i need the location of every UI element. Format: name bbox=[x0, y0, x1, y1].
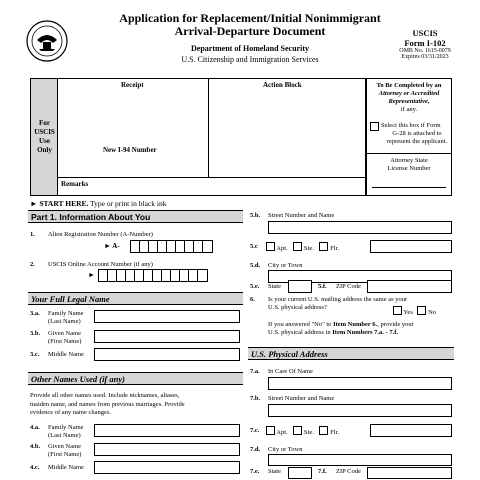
other-family-name-input[interactable] bbox=[94, 424, 240, 437]
new-i94-label: New I-94 Number bbox=[103, 146, 157, 154]
q6-note-line-2 bbox=[268, 329, 458, 337]
mailing-street-input[interactable] bbox=[268, 221, 452, 234]
form-number: Form I-102 bbox=[404, 38, 446, 48]
q3a-label bbox=[48, 310, 84, 325]
mailing-flr-label: Flr. bbox=[330, 245, 339, 252]
part1-header bbox=[28, 210, 243, 223]
given-name-input[interactable] bbox=[94, 330, 240, 343]
other-names-line-3: evidence of any name changes. bbox=[30, 409, 112, 416]
q7f-label: ZIP Code bbox=[336, 468, 361, 475]
form-title bbox=[100, 12, 400, 38]
license-label bbox=[367, 157, 451, 173]
q7e-number: 7.e. bbox=[250, 468, 260, 475]
physical-street-input[interactable] bbox=[268, 404, 452, 417]
q2-number: 2. bbox=[30, 261, 35, 268]
g28-label-1: Select this box if Form bbox=[381, 122, 441, 129]
q6-note-1b: Item Number 6. bbox=[333, 321, 378, 328]
mailing-ste-checkbox[interactable] bbox=[293, 242, 302, 251]
uscis-use-label bbox=[31, 119, 58, 155]
a-number-input[interactable] bbox=[130, 240, 213, 253]
mailing-zip-input[interactable] bbox=[367, 280, 452, 293]
physical-apt-label: Apt. bbox=[276, 429, 288, 436]
agency-name: U.S. Citizenship and Immigration Services bbox=[181, 55, 319, 64]
q6-label-1: Is your current U.S. mailing address the same as your bbox=[268, 296, 408, 303]
q6-note bbox=[268, 321, 458, 336]
physical-city-input[interactable] bbox=[268, 454, 452, 466]
q7d-label: City or Town bbox=[268, 446, 303, 453]
q3b-number: 3.b. bbox=[30, 330, 41, 337]
q6-note-1a: If you answered "No" to bbox=[268, 321, 334, 328]
mailing-ste-label: Ste. bbox=[303, 245, 314, 252]
attorney-heading-3: Representative, bbox=[388, 98, 430, 105]
q4b-label-1: Given Name bbox=[48, 443, 82, 450]
q5f-label: ZIP Code bbox=[336, 283, 361, 290]
physical-zip-input[interactable] bbox=[367, 467, 452, 479]
q4c-label: Middle Name bbox=[48, 464, 84, 471]
q7d-number: 7.d. bbox=[250, 446, 261, 453]
family-name-input[interactable] bbox=[94, 310, 240, 323]
side-label-uscis: USCIS bbox=[34, 128, 55, 136]
attorney-box bbox=[366, 78, 452, 196]
q3b-label-2: (First Name) bbox=[48, 337, 82, 345]
q6-note-line-1 bbox=[268, 321, 458, 329]
form-title-line-2: Arrival-Departure Document bbox=[174, 24, 326, 38]
start-here-bold: START HERE. bbox=[39, 199, 89, 208]
q4a-label-1: Family Name bbox=[48, 424, 84, 431]
mailing-flr-checkbox[interactable] bbox=[319, 242, 328, 251]
attorney-divider bbox=[367, 153, 451, 154]
license-number-line[interactable] bbox=[372, 187, 446, 188]
license-label-1: Attorney State bbox=[390, 157, 428, 164]
q3a-label-1: Family Name bbox=[48, 310, 84, 317]
start-arrow-icon: ► bbox=[30, 199, 38, 208]
q7a-number: 7.a. bbox=[250, 368, 260, 375]
q6-no-label: No bbox=[428, 309, 437, 316]
start-here bbox=[30, 199, 166, 208]
q1-prefix: ► A- bbox=[104, 242, 120, 250]
physical-address-header bbox=[248, 347, 454, 360]
other-names-header bbox=[28, 372, 243, 385]
mailing-state-select[interactable] bbox=[288, 280, 312, 293]
q5f-number: 5.f. bbox=[318, 283, 327, 290]
other-names-instructions bbox=[30, 392, 245, 418]
form-title-line-1: Application for Replacement/Initial Nonimmigrant bbox=[119, 11, 381, 25]
remarks-divider bbox=[58, 177, 365, 178]
attorney-heading bbox=[367, 82, 451, 106]
attorney-heading-4: if any. bbox=[400, 106, 418, 113]
q6-yes-checkbox[interactable] bbox=[393, 306, 402, 315]
q5e-number: 5.e. bbox=[250, 283, 260, 290]
physical-ste-label: Ste. bbox=[303, 429, 314, 436]
form-id-block bbox=[385, 28, 465, 60]
q3b-label-1: Given Name bbox=[48, 330, 82, 337]
physical-flr-checkbox[interactable] bbox=[319, 426, 328, 435]
physical-ste-checkbox[interactable] bbox=[293, 426, 302, 435]
uscis-use-box bbox=[30, 78, 366, 196]
q4a-label-2: (Last Name) bbox=[48, 431, 81, 439]
g28-label-2: G-28 is attached to bbox=[392, 130, 442, 137]
q5d-label: City or Town bbox=[268, 262, 303, 269]
mailing-unit-type bbox=[266, 242, 339, 252]
q7b-label: Street Number and Name bbox=[268, 395, 335, 402]
q7e-label: State bbox=[268, 468, 281, 475]
q2-prefix: ► bbox=[88, 271, 95, 279]
q6-note-1c: , provide your bbox=[377, 321, 414, 328]
q4b-number: 4.b. bbox=[30, 443, 41, 450]
uscis-account-input[interactable] bbox=[98, 269, 208, 282]
dhs-seal-icon bbox=[26, 20, 68, 62]
q5e-label: State bbox=[268, 283, 281, 290]
side-label-for: For bbox=[39, 119, 50, 127]
care-of-name-input[interactable] bbox=[268, 377, 452, 390]
q3c-number: 3.c. bbox=[30, 351, 40, 358]
q6-note-2b: Item Numbers 7.a. - 7.f. bbox=[332, 328, 398, 336]
side-label-only: Only bbox=[37, 146, 52, 154]
physical-address-title: U.S. Physical Address bbox=[251, 349, 328, 359]
q7f-number: 7.f. bbox=[318, 468, 327, 475]
legal-name-title: Your Full Legal Name bbox=[31, 294, 110, 304]
g28-label-3: represent the applicant. bbox=[386, 138, 448, 145]
q7c-number: 7.c. bbox=[250, 427, 260, 434]
q5d-number: 5.d. bbox=[250, 262, 261, 269]
physical-flr-label: Flr. bbox=[330, 429, 339, 436]
q4c-number: 4.c. bbox=[30, 464, 40, 471]
q6-number: 6. bbox=[250, 296, 255, 303]
q1-number: 1. bbox=[30, 231, 35, 238]
mailing-apt-checkbox[interactable] bbox=[266, 242, 275, 251]
q6-options bbox=[393, 306, 436, 316]
q6-no-checkbox[interactable] bbox=[417, 306, 426, 315]
form-agency: USCIS bbox=[412, 28, 438, 38]
q2-label: USCIS Online Account Number (if any) bbox=[48, 261, 153, 268]
q5b-number: 5.b. bbox=[250, 212, 261, 219]
q7b-number: 7.b. bbox=[250, 395, 261, 402]
q6-note-2a: U.S. physical address in bbox=[268, 328, 333, 336]
legal-name-header bbox=[28, 292, 243, 305]
expiration-date: Expires 03/31/2023 bbox=[401, 54, 449, 60]
attorney-heading-2: Attorney or Accredited bbox=[378, 90, 440, 97]
q4b-label bbox=[48, 443, 81, 458]
other-given-name-input[interactable] bbox=[94, 443, 240, 456]
g28-checkbox[interactable] bbox=[370, 122, 379, 131]
q6-yes-label: Yes bbox=[403, 309, 413, 316]
q3c-label: Middle Name bbox=[48, 351, 84, 358]
q7a-label: In Care Of Name bbox=[268, 368, 313, 375]
license-label-2: License Number bbox=[387, 165, 431, 172]
q1-label: Alien Registration Number (A-Number) bbox=[48, 231, 153, 238]
q4b-label-2: (First Name) bbox=[48, 450, 82, 458]
q6-label-2: U.S. physical address? bbox=[268, 303, 327, 311]
action-block-label: Action Block bbox=[263, 81, 302, 89]
omb-number: OMB No. 1615-0079 bbox=[399, 48, 451, 54]
mailing-apt-label: Apt. bbox=[276, 245, 288, 252]
other-middle-name-input[interactable] bbox=[94, 461, 240, 474]
physical-state-select[interactable] bbox=[288, 467, 312, 479]
side-label-use: Use bbox=[39, 137, 50, 145]
q3b-label bbox=[48, 330, 81, 345]
other-names-line-2: maiden name, and names from previous marriages. Provide bbox=[30, 400, 185, 408]
part1-title: Part 1. Information About You bbox=[31, 212, 151, 222]
department-name: Department of Homeland Security bbox=[191, 44, 309, 53]
q5b-label: Street Number and Name bbox=[268, 212, 335, 219]
g28-label bbox=[381, 122, 453, 146]
other-names-title: Other Names Used (if any) bbox=[31, 374, 125, 384]
start-here-text: Type or print in black ink bbox=[90, 199, 167, 208]
q5c-number: 5.c bbox=[250, 243, 258, 250]
other-names-line-1: Provide all other names used. Include nicknames, aliases, bbox=[30, 392, 180, 399]
q3a-label-2: (Last Name) bbox=[48, 317, 81, 325]
q3a-number: 3.a. bbox=[30, 310, 40, 317]
attorney-heading-1: To Be Completed by an bbox=[376, 82, 442, 89]
mailing-unit-number-input[interactable] bbox=[370, 240, 452, 253]
physical-unit-type bbox=[266, 426, 339, 436]
receipt-label: Receipt bbox=[121, 81, 144, 89]
q4a-number: 4.a. bbox=[30, 424, 40, 431]
remarks-label: Remarks bbox=[61, 180, 89, 188]
physical-unit-number-input[interactable] bbox=[370, 424, 452, 437]
middle-name-input[interactable] bbox=[94, 348, 240, 361]
q4a-label bbox=[48, 424, 84, 439]
physical-apt-checkbox[interactable] bbox=[266, 426, 275, 435]
receipt-divider bbox=[208, 79, 209, 177]
